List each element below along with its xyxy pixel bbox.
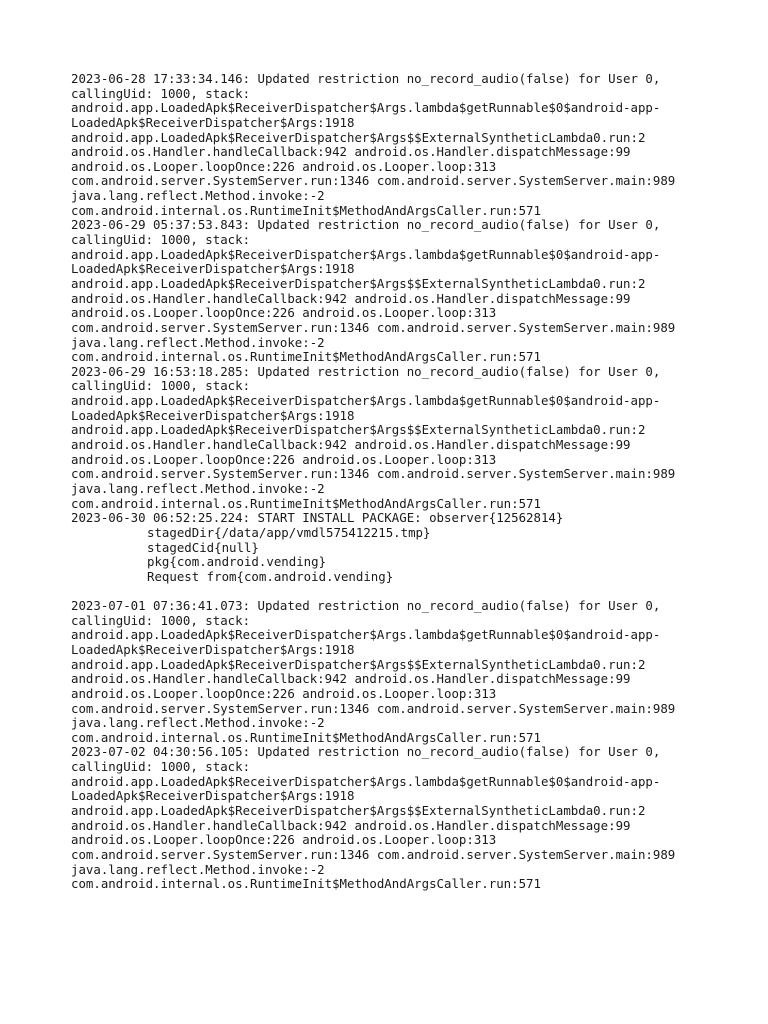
log-line: LoadedApk$ReceiverDispatcher$Args:1918 bbox=[71, 114, 355, 130]
log-line: android.app.LoadedApk$ReceiverDispatcher$Args.lambda$getRunnable$0$android-app- bbox=[71, 773, 661, 789]
log-line: android.os.Looper.loopOnce:226 android.os.Looper.loop:313 bbox=[71, 685, 497, 701]
log-line: LoadedApk$ReceiverDispatcher$Args:1918 bbox=[71, 641, 355, 657]
log-line: java.lang.reflect.Method.invoke:-2 bbox=[71, 480, 325, 496]
log-line: 2023-07-01 07:36:41.073: Updated restriction no_record_audio(false) for User 0, bbox=[71, 598, 661, 614]
log-text-block bbox=[71, 72, 751, 892]
log-line: android.app.LoadedApk$ReceiverDispatcher$Args$$ExternalSyntheticLambda0.run:2 bbox=[71, 129, 646, 145]
log-line: java.lang.reflect.Method.invoke:-2 bbox=[71, 188, 325, 204]
log-line: android.os.Looper.loopOnce:226 android.os.Looper.loop:313 bbox=[71, 305, 497, 321]
log-line: android.app.LoadedApk$ReceiverDispatcher$Args$$ExternalSyntheticLambda0.run:2 bbox=[71, 656, 646, 672]
log-line: com.android.server.SystemServer.run:1346 com.android.server.SystemServer.main:989 bbox=[71, 466, 676, 482]
log-line: com.android.server.SystemServer.run:1346 com.android.server.SystemServer.main:989 bbox=[71, 700, 676, 716]
log-line: callingUid: 1000, stack: bbox=[71, 378, 251, 394]
log-line: android.os.Handler.handleCallback:942 android.os.Handler.dispatchMessage:99 bbox=[71, 437, 631, 453]
log-line: Request from{com.android.vending} bbox=[147, 568, 394, 584]
log-line: 2023-06-30 06:52:25.224: START INSTALL PACKAGE: observer{12562814} bbox=[71, 510, 564, 526]
log-line: android.os.Handler.handleCallback:942 android.os.Handler.dispatchMessage:99 bbox=[71, 817, 631, 833]
log-line: LoadedApk$ReceiverDispatcher$Args:1918 bbox=[71, 407, 355, 423]
log-line: 2023-07-02 04:30:56.105: Updated restriction no_record_audio(false) for User 0, bbox=[71, 744, 661, 760]
log-line: android.app.LoadedApk$ReceiverDispatcher$Args.lambda$getRunnable$0$android-app- bbox=[71, 627, 661, 643]
blank-line bbox=[71, 584, 751, 599]
log-line: android.app.LoadedApk$ReceiverDispatcher$Args.lambda$getRunnable$0$android-app- bbox=[71, 246, 661, 262]
log-line: android.app.LoadedApk$ReceiverDispatcher$Args.lambda$getRunnable$0$android-app- bbox=[71, 100, 661, 116]
log-line: android.app.LoadedApk$ReceiverDispatcher$Args$$ExternalSyntheticLambda0.run:2 bbox=[71, 422, 646, 438]
log-line: android.os.Handler.handleCallback:942 android.os.Handler.dispatchMessage:99 bbox=[71, 671, 631, 687]
log-line: com.android.internal.os.RuntimeInit$MethodAndArgsCaller.run:571 bbox=[71, 729, 541, 745]
log-line: android.os.Looper.loopOnce:226 android.os.Looper.loop:313 bbox=[71, 158, 497, 174]
log-line: stagedCid{null} bbox=[147, 539, 259, 555]
log-line: com.android.internal.os.RuntimeInit$MethodAndArgsCaller.run:571 bbox=[71, 876, 541, 892]
log-line: callingUid: 1000, stack: bbox=[71, 85, 251, 101]
log-line: com.android.internal.os.RuntimeInit$MethodAndArgsCaller.run:571 bbox=[71, 202, 541, 218]
log-line: callingUid: 1000, stack: bbox=[71, 612, 251, 628]
log-line: android.os.Looper.loopOnce:226 android.os.Looper.loop:313 bbox=[71, 451, 497, 467]
log-line: LoadedApk$ReceiverDispatcher$Args:1918 bbox=[71, 261, 355, 277]
log-line: 2023-06-29 05:37:53.843: Updated restriction no_record_audio(false) for User 0, bbox=[71, 217, 661, 233]
log-line: android.app.LoadedApk$ReceiverDispatcher$Args.lambda$getRunnable$0$android-app- bbox=[71, 393, 661, 409]
log-line: pkg{com.android.vending} bbox=[147, 554, 327, 570]
log-line: com.android.server.SystemServer.run:1346 com.android.server.SystemServer.main:989 bbox=[71, 173, 676, 189]
log-line: android.os.Handler.handleCallback:942 android.os.Handler.dispatchMessage:99 bbox=[71, 144, 631, 160]
log-line: 2023-06-28 17:33:34.146: Updated restriction no_record_audio(false) for User 0, bbox=[71, 71, 661, 86]
log-line: java.lang.reflect.Method.invoke:-2 bbox=[71, 334, 325, 350]
log-line: android.app.LoadedApk$ReceiverDispatcher$Args$$ExternalSyntheticLambda0.run:2 bbox=[71, 803, 646, 819]
log-line: com.android.internal.os.RuntimeInit$MethodAndArgsCaller.run:571 bbox=[71, 349, 541, 365]
log-line: android.app.LoadedApk$ReceiverDispatcher$Args$$ExternalSyntheticLambda0.run:2 bbox=[71, 275, 646, 291]
log-line: callingUid: 1000, stack: bbox=[71, 232, 251, 248]
log-line: com.android.internal.os.RuntimeInit$MethodAndArgsCaller.run:571 bbox=[71, 495, 541, 511]
log-line: com.android.server.SystemServer.run:1346 com.android.server.SystemServer.main:989 bbox=[71, 319, 676, 335]
log-line: 2023-06-29 16:53:18.285: Updated restriction no_record_audio(false) for User 0, bbox=[71, 363, 661, 379]
log-line: java.lang.reflect.Method.invoke:-2 bbox=[71, 715, 325, 731]
log-line: callingUid: 1000, stack: bbox=[71, 759, 251, 775]
log-line: LoadedApk$ReceiverDispatcher$Args:1918 bbox=[71, 788, 355, 804]
log-line: com.android.server.SystemServer.run:1346 com.android.server.SystemServer.main:989 bbox=[71, 846, 676, 862]
log-line: stagedDir{/data/app/vmdl575412215.tmp} bbox=[147, 524, 431, 540]
log-line: java.lang.reflect.Method.invoke:-2 bbox=[71, 861, 325, 877]
log-line: android.os.Looper.loopOnce:226 android.os.Looper.loop:313 bbox=[71, 832, 497, 848]
log-line: android.os.Handler.handleCallback:942 android.os.Handler.dispatchMessage:99 bbox=[71, 290, 631, 306]
